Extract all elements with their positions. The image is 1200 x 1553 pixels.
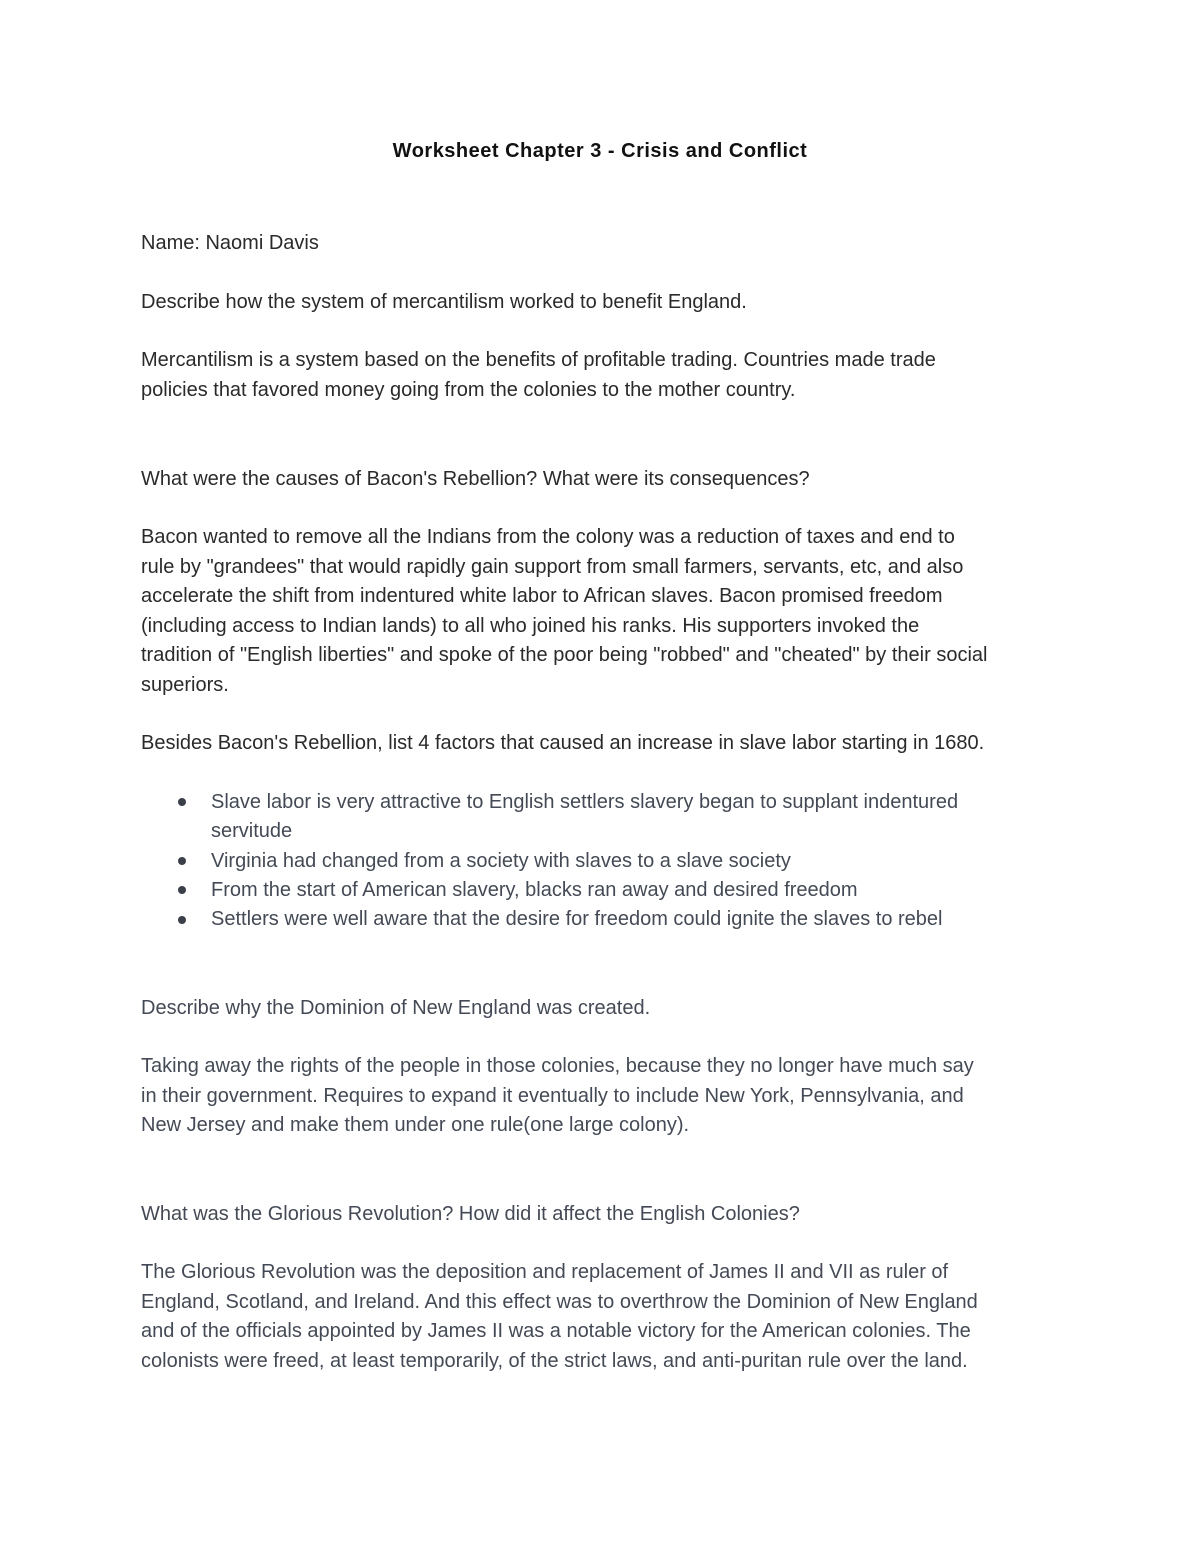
answer-line: tradition of "English liberties" and spoke of the poor being "robbed" and "cheated" by their social xyxy=(141,644,988,666)
question-dominion-new-england: Describe why the Dominion of New England was created. xyxy=(141,997,651,1019)
answer-line: policies that favored money going from the colonies to the mother country. xyxy=(141,379,796,401)
list-item: From the start of American slavery, blacks ran away and desired freedom xyxy=(211,879,858,901)
answer-line: New Jersey and make them under one rule(one large colony). xyxy=(141,1114,690,1136)
bullet-dot-icon xyxy=(178,916,186,924)
list-item-continuation: servitude xyxy=(211,820,293,842)
list-item: Slave labor is very attractive to English settlers slavery began to supplant indentured xyxy=(211,791,959,813)
page-title: Worksheet Chapter 3 - Crisis and Conflict xyxy=(392,140,808,162)
question-bacons-rebellion: What were the causes of Bacon's Rebellion? What were its consequences? xyxy=(141,468,810,490)
answer-line: colonists were freed, at least temporarily, of the strict laws, and anti-puritan rule over the land. xyxy=(141,1350,968,1372)
question-slave-labor-factors: Besides Bacon's Rebellion, list 4 factors that caused an increase in slave labor starting in 1680. xyxy=(141,732,985,754)
answer-line: The Glorious Revolution was the deposition and replacement of James II and VII as ruler of xyxy=(141,1261,949,1283)
bullet-dot-icon xyxy=(178,886,186,894)
list-item: Settlers were well aware that the desire for freedom could ignite the slaves to rebel xyxy=(211,908,943,930)
question-glorious-revolution: What was the Glorious Revolution? How did it affect the English Colonies? xyxy=(141,1203,800,1225)
answer-line: in their government. Requires to expand it eventually to include New York, Pennsylvania, and xyxy=(141,1085,964,1107)
answer-line: superiors. xyxy=(141,674,229,696)
answer-line: Bacon wanted to remove all the Indians from the colony was a reduction of taxes and end to xyxy=(141,526,955,548)
bullet-dot-icon xyxy=(178,798,186,806)
bullet-dot-icon xyxy=(178,857,186,865)
answer-line: Taking away the rights of the people in those colonies, because they no longer have much say xyxy=(141,1055,974,1077)
list-item: Virginia had changed from a society with slaves to a slave society xyxy=(211,850,791,872)
answer-line: England, Scotland, and Ireland. And this effect was to overthrow the Dominion of New England xyxy=(141,1291,978,1313)
answer-line: Mercantilism is a system based on the benefits of profitable trading. Countries made trade xyxy=(141,349,936,371)
question-mercantilism: Describe how the system of mercantilism worked to benefit England. xyxy=(141,291,747,313)
answer-line: (including access to Indian lands) to all who joined his ranks. His supporters invoked the xyxy=(141,615,920,637)
answer-line: and of the officials appointed by James II was a notable victory for the American colonies. The xyxy=(141,1320,971,1342)
student-name: Name: Naomi Davis xyxy=(141,232,319,254)
answer-line: rule by "grandees" that would rapidly gain support from small farmers, servants, etc, and also xyxy=(141,556,964,578)
answer-line: accelerate the shift from indentured white labor to African slaves. Bacon promised freedom xyxy=(141,585,943,607)
